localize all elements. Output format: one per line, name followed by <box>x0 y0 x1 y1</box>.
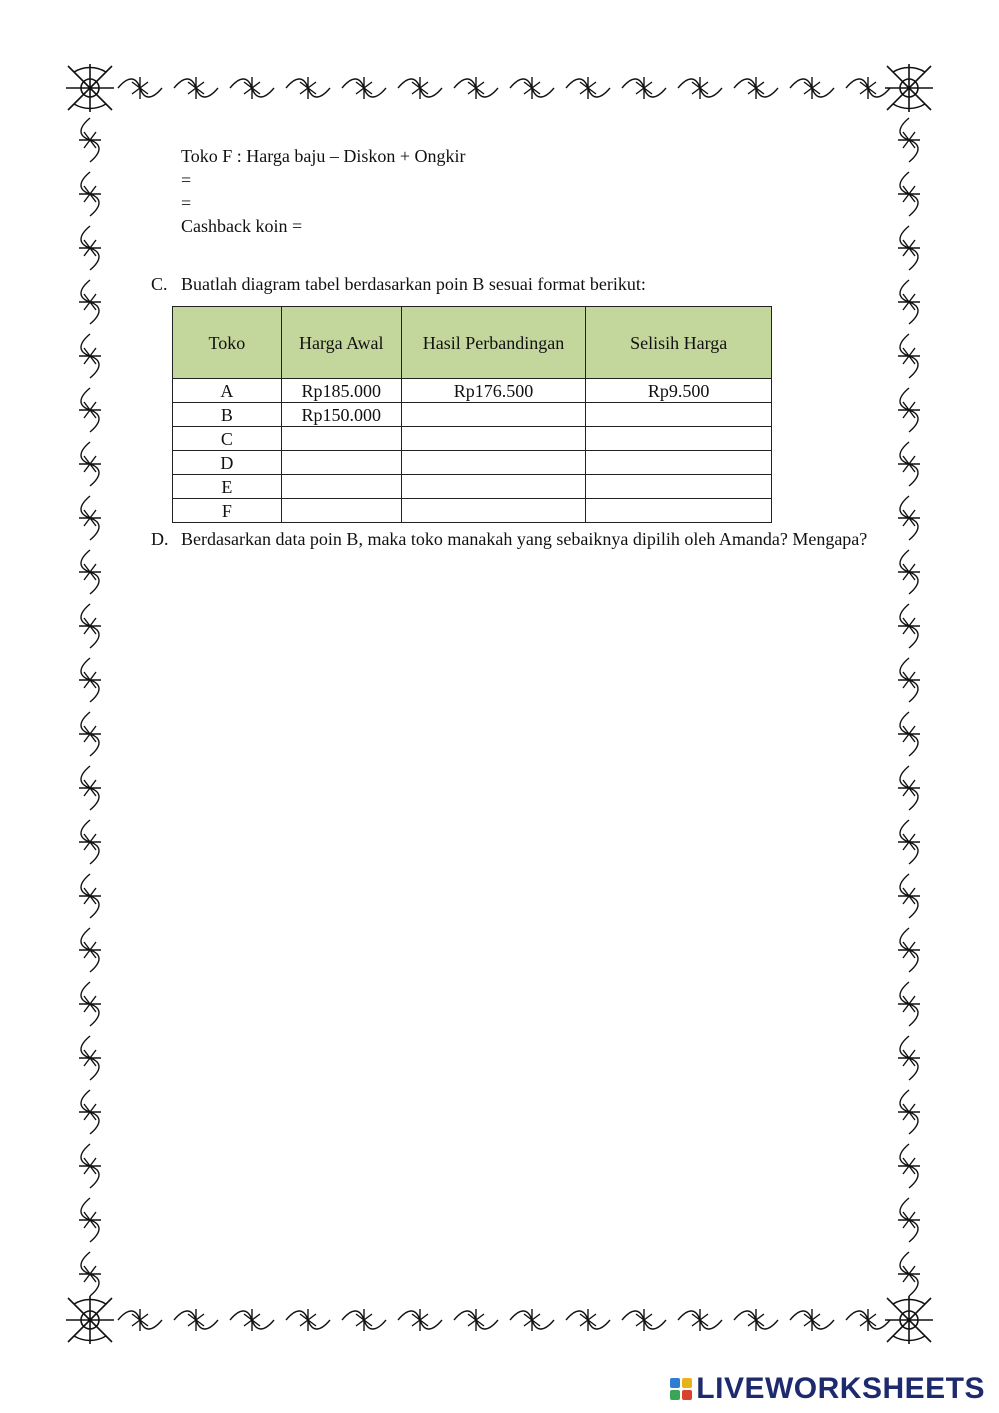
section-d-label: D. <box>151 529 169 549</box>
table-header-row <box>173 307 772 379</box>
cell-harga-awal[interactable]: Rp150.000 <box>281 403 401 427</box>
section-d-text: Berdasarkan data poin B, maka toko manakah yang sebaiknya dipilih oleh Amanda? Mengapa? <box>181 529 868 549</box>
toko-f-equals-2: = <box>181 193 192 213</box>
table-row <box>173 379 772 403</box>
table-row <box>173 403 772 427</box>
cell-toko: B <box>173 403 282 427</box>
toko-f-formula: Toko F : Harga baju – Diskon + Ongkir <box>181 146 466 166</box>
section-c-text: Buatlah diagram tabel berdasarkan poin B sesuai format berikut: <box>181 274 646 294</box>
cell-harga-awal[interactable] <box>281 451 401 475</box>
cell-selisih-harga[interactable]: Rp9.500 <box>586 379 772 403</box>
cell-harga-awal[interactable] <box>281 499 401 523</box>
cell-selisih-harga[interactable] <box>586 427 772 451</box>
cell-hasil-perbandingan[interactable] <box>401 427 586 451</box>
cell-toko: F <box>173 499 282 523</box>
table-row <box>173 427 772 451</box>
cashback-koin: Cashback koin = <box>181 216 303 236</box>
table-row <box>173 499 772 523</box>
cell-selisih-harga[interactable] <box>586 403 772 427</box>
logo-icon <box>670 1378 692 1400</box>
cell-toko: C <box>173 427 282 451</box>
cell-harga-awal[interactable] <box>281 475 401 499</box>
table-row <box>173 475 772 499</box>
liveworksheets-logo <box>670 1372 985 1406</box>
cell-harga-awal[interactable] <box>281 427 401 451</box>
header-hasil-perbandingan: Hasil Perbandingan <box>401 307 586 379</box>
price-table <box>172 306 772 523</box>
cell-harga-awal[interactable]: Rp185.000 <box>281 379 401 403</box>
cell-hasil-perbandingan[interactable] <box>401 403 586 427</box>
cell-selisih-harga[interactable] <box>586 451 772 475</box>
cell-hasil-perbandingan[interactable] <box>401 475 586 499</box>
header-harga-awal: Harga Awal <box>281 307 401 379</box>
header-selisih-harga: Selisih Harga <box>586 307 772 379</box>
cell-selisih-harga[interactable] <box>586 499 772 523</box>
cell-toko: A <box>173 379 282 403</box>
cell-hasil-perbandingan[interactable]: Rp176.500 <box>401 379 586 403</box>
table-row <box>173 451 772 475</box>
header-toko: Toko <box>173 307 282 379</box>
cell-toko: D <box>173 451 282 475</box>
cell-selisih-harga[interactable] <box>586 475 772 499</box>
cell-hasil-perbandingan[interactable] <box>401 451 586 475</box>
cell-hasil-perbandingan[interactable] <box>401 499 586 523</box>
toko-f-equals-1: = <box>181 170 192 190</box>
cell-toko: E <box>173 475 282 499</box>
section-c-label: C. <box>151 274 168 294</box>
logo-text: LIVEWORKSHEETS <box>696 1372 985 1405</box>
